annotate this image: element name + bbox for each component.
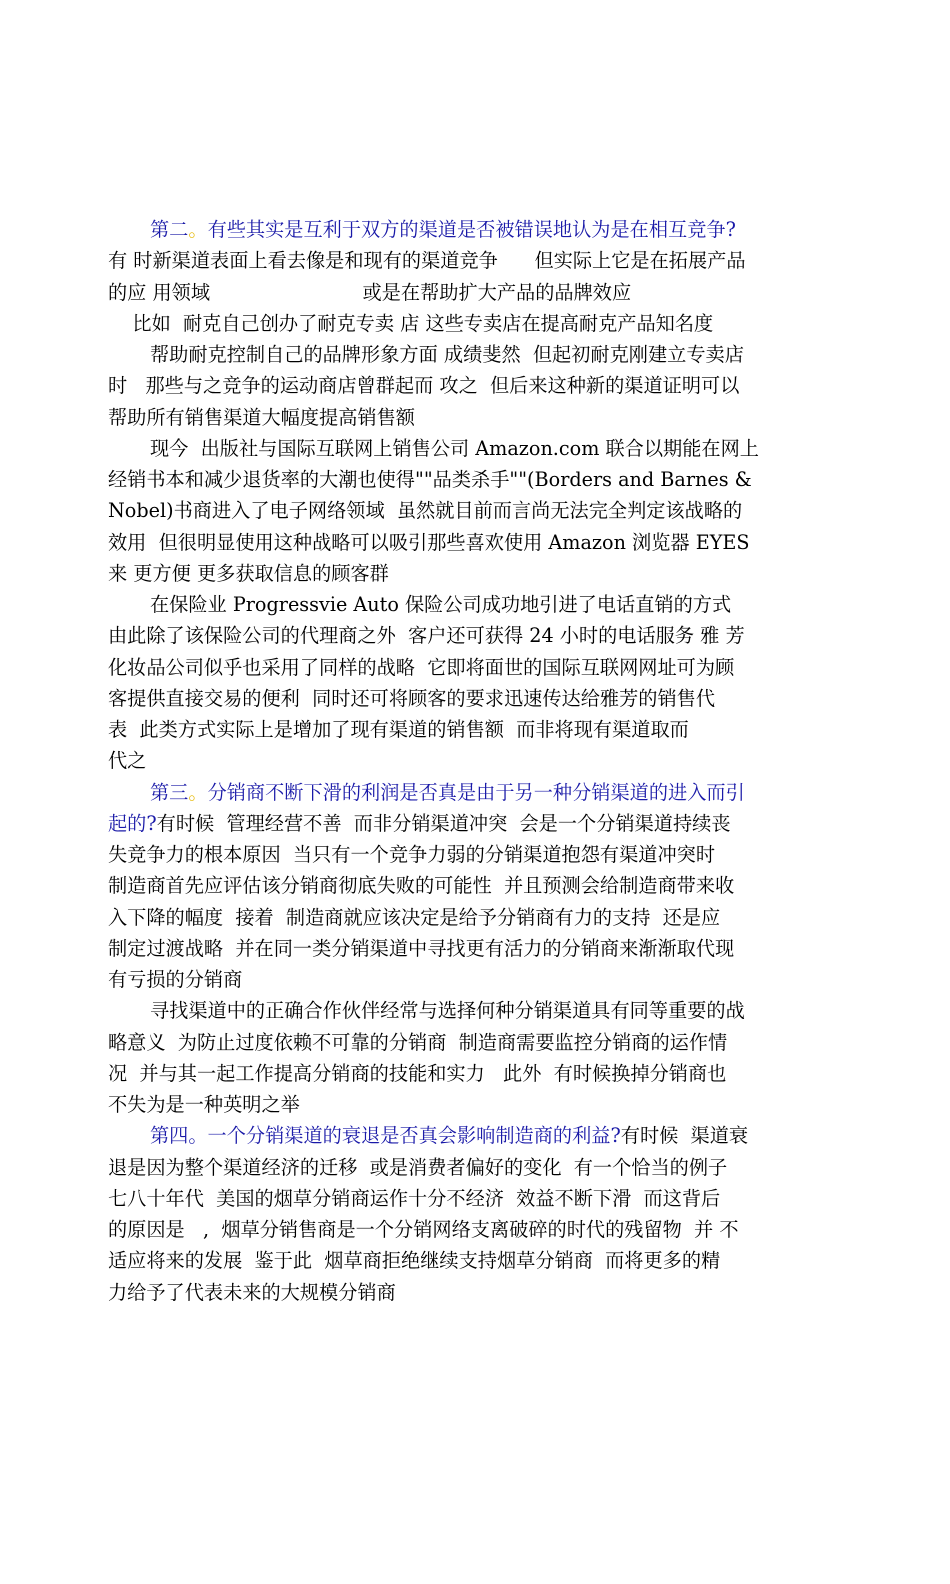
text-line: 在保险业 Progressvie Auto 保险公司成功地引进了电话直销的方式: [150, 593, 732, 616]
text-line: 帮助所有销售渠道大幅度提高销售额: [108, 405, 415, 429]
document-body: [108, 214, 836, 1308]
text-line: 帮助耐克控制自己的品牌形象方面 成绩斐然 但起初耐克刚建立专卖店: [150, 343, 744, 366]
text-line: 化妆品公司似乎也采用了同样的战略 它即将面世的国际互联网网址可为顾: [108, 655, 735, 679]
text-line: 适应将来的发展 鉴于此 烟草商拒绝继续支持烟草分销商 而将更多的精: [108, 1249, 721, 1273]
text-line: 比如 耐克自己创办了耐克专卖 店 这些专卖店在提高耐克产品知名度: [108, 311, 714, 335]
text-line: 力给予了代表未来的大规模分销商: [108, 1280, 396, 1304]
text-line: 经销书本和减少退货率的大潮也使得""品类杀手""(Borders and Barnes &: [108, 468, 752, 491]
text-line: 起的?有时候 管理经营不善 而非分销渠道冲突 会是一个分销渠道持续丧: [108, 811, 731, 835]
text-line: 有亏损的分销商: [108, 968, 243, 991]
text-line: 寻找渠道中的正确合作伙伴经常与选择何种分销渠道具有同等重要的战: [150, 999, 745, 1023]
text-line: 略意义 为防止过度依赖不可靠的分销商 制造商需要监控分销商的运作情: [108, 1030, 728, 1054]
text-line: 客提供直接交易的便利 同时还可将顾客的要求迅速传达给雅芳的销售代: [108, 686, 716, 710]
text-line: 制造商首先应评估该分销商彻底失败的可能性 并且预测会给制造商带来收: [108, 874, 735, 898]
text-line: 时 那些与之竞争的运动商店曾群起而 攻之 但后来这种新的渠道证明可以: [108, 374, 740, 398]
text-line: 效用 但很明显使用这种战略可以吸引那些喜欢使用 Amazon 浏览器 EYES: [108, 530, 750, 554]
text-line: 况 并与其一起工作提高分销商的技能和实力 此外 有时候换掉分销商也: [108, 1061, 727, 1085]
text-line: 的应 用领域 或是在帮助扩大产品的品牌效应: [108, 280, 632, 304]
text-line: 七八十年代 美国的烟草分销商运作十分不经济 效益不断下滑 而这背后: [108, 1186, 721, 1210]
text-line: 表 此类方式实际上是增加了现有渠道的销售额 而非将现有渠道取而: [108, 718, 689, 741]
text-line: 不失为是一种英明之举: [108, 1093, 300, 1116]
text-line: 制定过渡战略 并在同一类分销渠道中寻找更有活力的分销商来渐渐取代现: [108, 936, 735, 960]
heading-third: 第三。分销商不断下滑的利润是否真是由于另一种分销渠道的进入而引: [150, 780, 745, 804]
text-line: 退是因为整个渠道经济的迁移 或是消费者偏好的变化 有一个恰当的例子: [108, 1155, 728, 1179]
text-line: 来 更方便 更多获取信息的顾客群: [108, 561, 389, 585]
text-line: 由此除了该保险公司的代理商之外 客户还可获得 24 小时的电话服务 雅 芳: [108, 624, 745, 648]
text-line: 入下降的幅度 接着 制造商就应该决定是给予分销商有力的支持 还是应: [108, 905, 721, 929]
text-line: 现今 出版社与国际互联网上销售公司 Amazon.com 联合以期能在网上: [150, 436, 759, 460]
text-line: 代之: [108, 749, 147, 773]
text-line: 失竞争力的根本原因 当只有一个竞争力弱的分销渠道抱怨有渠道冲突时: [108, 843, 716, 866]
text-line: Nobel)书商进入了电子网络领域 虽然就目前而言尚无法完全判定该战略的: [108, 499, 743, 523]
heading-second: 第二。有些其实是互利于双方的渠道是否被错误地认为是在相互竞争?: [150, 218, 736, 241]
text-line: 有 时新渠道表面上看去像是和现有的渠道竞争 但实际上它是在拓展产品: [108, 249, 746, 273]
text-line: 的原因是 , 烟草分销售商是一个分销网络支离破碎的时代的残留物 并 不: [108, 1218, 739, 1241]
heading-fourth: 第四。一个分销渠道的衰退是否真会影响制造商的利益?有时候 渠道衰: [150, 1124, 749, 1148]
